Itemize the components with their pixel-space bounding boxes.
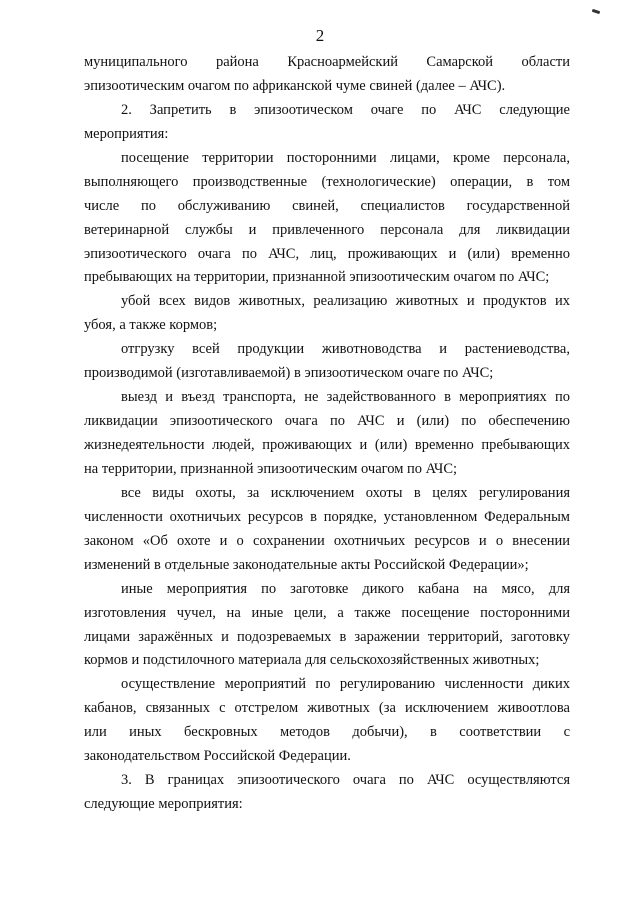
text-line: осуществление мероприятий по регулированию численности диких (121, 676, 570, 693)
text-line: выезд и въезд транспорта, не задействованного в мероприятиях по (121, 389, 570, 406)
text-line: эпизоотическим очагом по африканской чуме свиней (далее – АЧС). (84, 77, 506, 94)
text-line: посещение территории посторонними лицами, кроме персонала, (121, 149, 570, 166)
text-line: численности охотничьих ресурсов в порядке, установленном Федеральным (84, 508, 570, 525)
text-line: отгрузку всей продукции животноводства и растениеводства, (121, 341, 570, 358)
text-line: убой всех видов животных, реализацию животных и продуктов их (121, 293, 570, 310)
page-number: 2 (315, 26, 325, 45)
text-line: на территории, признанной эпизоотическим очагом по АЧС; (84, 460, 458, 477)
text-line: производимой (изготавливаемой) в эпизоотическом очаге по АЧС; (84, 365, 494, 382)
text-line: муниципального района Красноармейский Самарской области (84, 54, 570, 70)
text-line: лицами заражённых и подозреваемых в заражении территорий, заготовку (84, 628, 570, 645)
text-line: пребывающих на территории, признанной эпизоотическим очагом по АЧС; (84, 269, 550, 286)
text-line: 3. В границах эпизоотического очага по АЧС осуществляются (121, 772, 570, 789)
text-line: иные мероприятия по заготовке дикого кабана на мясо, для (121, 580, 570, 597)
document-body (84, 51, 570, 817)
text-line: или иных бескровных методов добычи), в соответствии с (84, 724, 570, 741)
text-line: жизнедеятельности людей, проживающих и (или) временно пребывающих (84, 437, 570, 453)
text-line: кормов и подстилочного материала для сельскохозяйственных животных; (84, 652, 540, 669)
text-line: следующие мероприятия: (84, 796, 243, 813)
scan-mark (592, 9, 601, 14)
text-line: кабанов, связанных с отстрелом животных (за исключением живоотлова (84, 700, 570, 717)
text-line: изменений в отдельные законодательные акты Российской Федерации»; (84, 556, 529, 573)
text-line: законом «Об охоте и о сохранении охотничьих ресурсов и о внесении (84, 532, 570, 549)
text-line: все виды охоты, за исключением охоты в целях регулирования (121, 484, 570, 501)
text-line: 2. Запретить в эпизоотическом очаге по АЧС следующие (121, 101, 570, 118)
text-line: изготовления чучел, на иные цели, а также посещение посторонними (84, 604, 570, 621)
text-line: убоя, а также кормов; (84, 317, 218, 334)
text-line: ветеринарной службы и привлеченного персонала для ликвидации (84, 221, 570, 238)
text-line: законодательством Российской Федерации. (84, 748, 351, 765)
text-line: мероприятия: (84, 125, 169, 142)
text-line: ликвидации эпизоотического очага по АЧС и (или) по обеспечению (84, 413, 570, 430)
text-line: эпизоотического очага по АЧС, лиц, проживающих и (или) временно (84, 245, 570, 262)
text-line: выполняющего производственные (технологические) операции, в том (84, 173, 570, 190)
text-line: числе по обслуживанию свиней, специалистов государственной (84, 197, 570, 214)
